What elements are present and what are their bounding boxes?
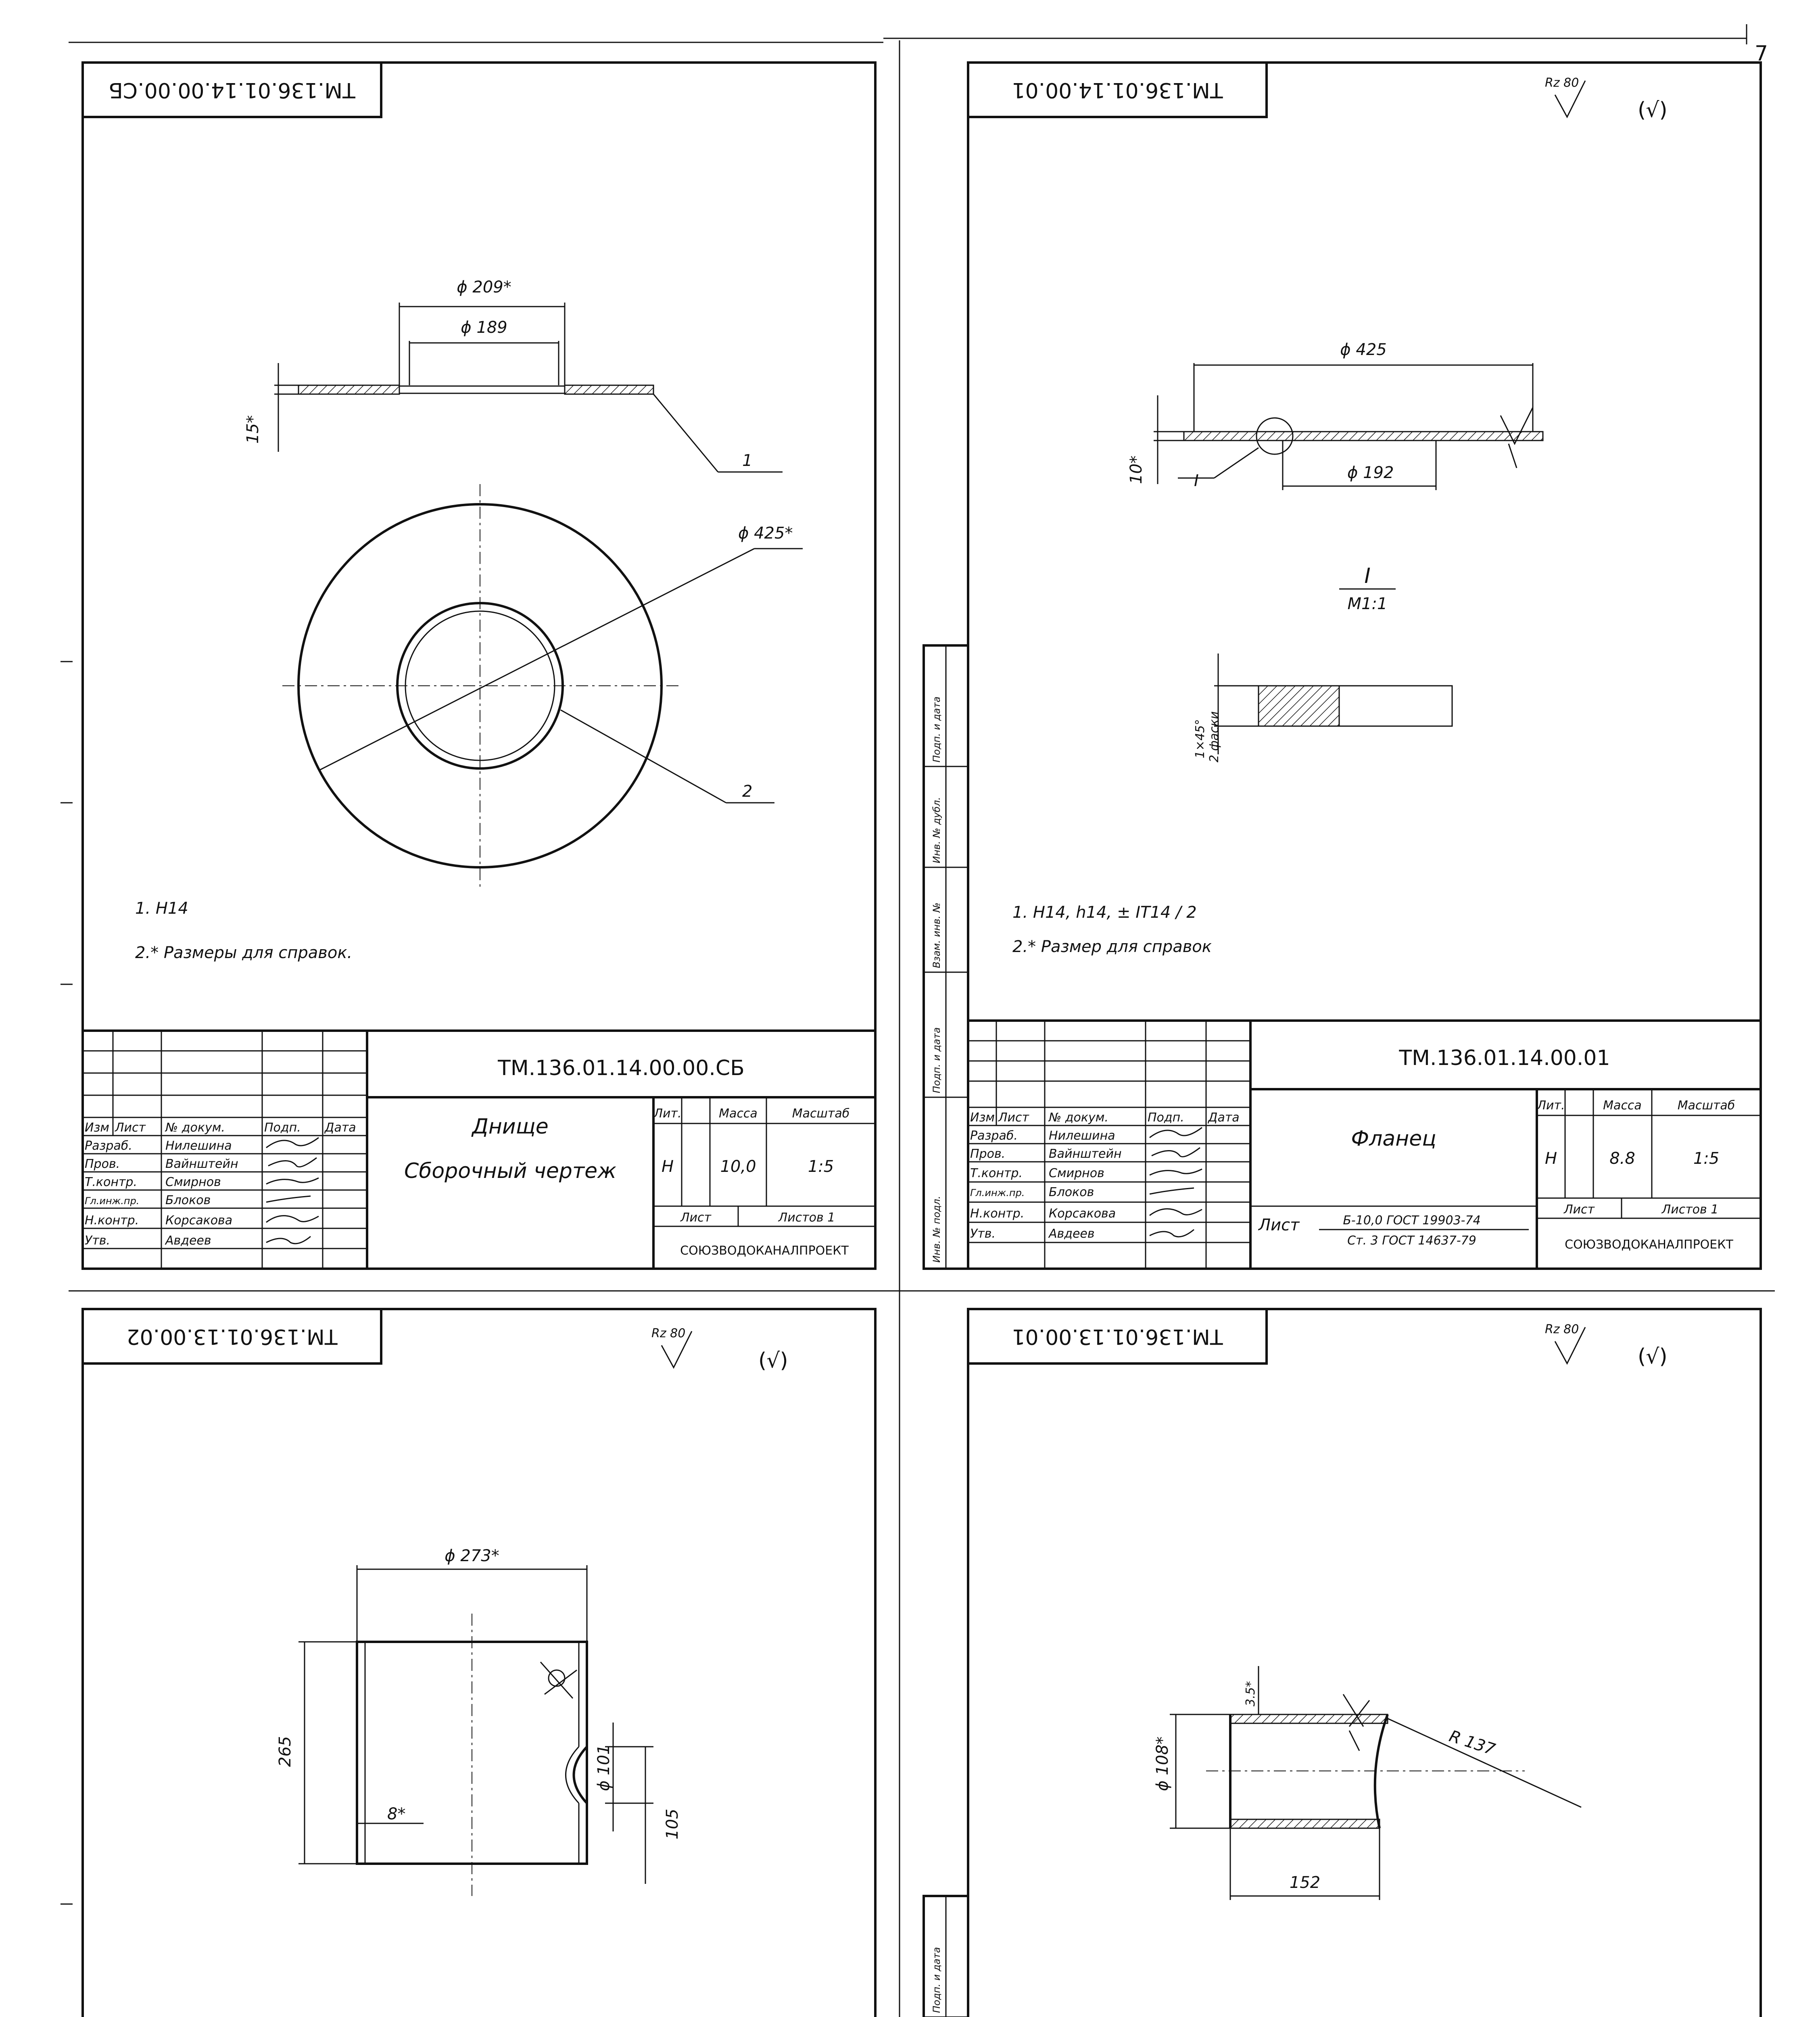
sheet-4-margin-strip <box>924 1896 968 2017</box>
sheet-2-hdr-date: Дата <box>1208 1111 1240 1125</box>
sheet-2-dim-h: 10* <box>1127 455 1146 484</box>
sheet-1-name-5: Корсакова <box>165 1213 233 1228</box>
sheet-1-col-sheet: Лист <box>680 1211 712 1225</box>
sheet-4-dim-r: R 137 <box>1446 1727 1498 1759</box>
sheet-2-margin-4: Подп. и дата <box>931 1027 942 1093</box>
sheet-4 <box>924 1309 1761 2017</box>
sheet-4-nozzle-view <box>1170 1666 1581 1900</box>
sheet-3-roughness: Rz 80 <box>651 1326 686 1340</box>
sheet-3-pipe-view <box>298 1565 653 1896</box>
sheet-1-row-glinzh: Гл.инж.пр. <box>85 1195 140 1207</box>
sheet-2-row-tkontr: Т.контр. <box>970 1166 1023 1180</box>
sheet-1-hdr-date: Дата <box>325 1121 356 1135</box>
sheet-2-title: Фланец <box>1351 1127 1436 1151</box>
sheet-1-row-razrab: Разраб. <box>85 1139 132 1153</box>
sheet-2-name-3: Смирнов <box>1049 1166 1104 1180</box>
sheet-1-note-1: 1. Н14 <box>135 899 188 918</box>
sheet-2-col-sheet: Лист <box>1563 1203 1595 1217</box>
sheet-1-row-utv: Утв. <box>85 1234 110 1248</box>
sheet-2-code: ТМ.136.01.14.00.01 <box>1399 1046 1610 1070</box>
sheet-2-col-lit: Лит. <box>1537 1098 1565 1113</box>
sheet-2-margin-5: Инв. № подл. <box>931 1196 942 1263</box>
sheet-1-hdr-list: Лист <box>115 1121 146 1135</box>
sheet-1-row-nkontr: Н.контр. <box>85 1213 139 1228</box>
sheet-2-frame <box>968 63 1761 1269</box>
sheet-1-note-2: 2.* Размеры для справок. <box>135 944 353 962</box>
sheet-1-col-mass: Масса <box>719 1107 758 1121</box>
sheet-3-dim-d1: ϕ 273* <box>445 1547 499 1565</box>
sheet-1-col-sheets: Листов 1 <box>778 1211 835 1225</box>
sheet-2-col-mass: Масса <box>1603 1098 1642 1113</box>
sheet-1 <box>83 63 875 1269</box>
sheet-4-margin-1: Подп. и дата <box>931 1947 942 2013</box>
sheet-3-dim-h: 265 <box>276 1736 294 1767</box>
sheet-2-margin-strip <box>924 645 968 1269</box>
sheet-4-roughness-general: (√) <box>1638 1345 1668 1369</box>
sheet-1-side-view <box>274 303 783 472</box>
sheet-1-mass: 10,0 <box>720 1157 756 1176</box>
sheet-2-name-1: Нилешина <box>1049 1129 1115 1143</box>
sheet-2-col-scale: Масштаб <box>1677 1098 1735 1113</box>
sheet-3 <box>83 1309 875 2017</box>
sheet-2-view-label: I <box>1364 564 1371 588</box>
sheet-2-mass: 8.8 <box>1609 1149 1635 1168</box>
sheet-2-dim-d1: ϕ 425 <box>1340 340 1387 359</box>
sheet-2-lit: Н <box>1544 1149 1557 1168</box>
sheet-2 <box>924 63 1761 1269</box>
sheet-1-pos-1: 1 <box>742 451 753 470</box>
sheet-4-dim-t: 3.5* <box>1244 1681 1258 1706</box>
sheet-2-organization: СОЮЗВОДОКАНАЛПРОЕКТ <box>1565 1238 1733 1252</box>
sheet-3-dim-t: 8* <box>387 1805 406 1823</box>
sheet-4-frame <box>968 1309 1761 2017</box>
sheet-2-name-4: Блоков <box>1049 1185 1094 1199</box>
sheet-2-hdr-doc: № докум. <box>1049 1111 1108 1125</box>
sheet-1-name-3: Смирнов <box>165 1175 221 1189</box>
sheet-2-scale: 1:5 <box>1693 1149 1720 1168</box>
sheet-1-pos-2: 2 <box>742 782 753 801</box>
sheet-2-chamfer: 1×45° <box>1193 719 1207 758</box>
sheet-2-material-bottom: Ст. 3 ГОСТ 14637-79 <box>1347 1234 1476 1248</box>
sheet-2-row-prov: Пров. <box>970 1147 1006 1161</box>
sheet-1-dim-d1: ϕ 209* <box>457 278 511 296</box>
sheet-2-dim-d2: ϕ 192 <box>1347 464 1394 482</box>
sheet-2-name-5: Корсакова <box>1049 1207 1116 1221</box>
sheet-1-mirror-code: ТМ.136.01.14.00.00.СБ <box>109 78 355 102</box>
sheet-1-row-tkontr: Т.контр. <box>85 1175 138 1189</box>
sheet-2-hdr-izm: Изм <box>970 1111 995 1125</box>
sheet-1-name-2: Вайнштейн <box>165 1157 238 1171</box>
sheet-1-organization: СОЮЗВОДОКАНАЛПРОЕКТ <box>680 1244 849 1258</box>
sheet-3-dim-h2: 105 <box>663 1808 682 1840</box>
sheet-2-row-razrab: Разраб. <box>970 1129 1018 1143</box>
sheet-2-leader-I: I <box>1194 472 1199 490</box>
sheet-1-frame <box>83 63 875 1269</box>
sheet-2-margin-2: Инв. № дубл. <box>931 797 942 863</box>
sheet-2-hdr-list: Лист <box>998 1111 1029 1125</box>
sheet-4-dim-d1: ϕ 108* <box>1153 1736 1172 1791</box>
sheet-2-detail-view <box>1214 654 1452 754</box>
sheet-2-note-1: 1. Н14, h14, ± IT14 / 2 <box>1012 903 1197 922</box>
sheet-2-margin-3: Взам. инв. № <box>931 902 942 968</box>
sheet-3-mirror-code: ТМ.136.01.13.00.02 <box>126 1324 338 1349</box>
sheet-1-scale: 1:5 <box>808 1157 834 1176</box>
sheet-3-roughness-general: (√) <box>758 1349 788 1373</box>
sheet-1-hdr-sign: Подп. <box>264 1121 301 1135</box>
sheet-1-dim-d3: ϕ 425* <box>738 524 793 543</box>
sheet-2-roughness-general: (√) <box>1638 98 1668 122</box>
sheet-1-dim-h: 15* <box>244 415 262 444</box>
sheet-1-dim-d2: ϕ 189 <box>461 318 507 337</box>
sheet-2-roughness: Rz 80 <box>1545 76 1579 90</box>
sheet-4-mirror-code: ТМ.136.01.13.00.01 <box>1012 1324 1223 1349</box>
sheet-2-material-label: Лист <box>1259 1216 1300 1234</box>
sheet-2-note-2: 2.* Размер для справок <box>1012 938 1212 956</box>
sheet-1-hdr-doc: № докум. <box>165 1121 225 1135</box>
sheet-4-roughness: Rz 80 <box>1545 1322 1579 1336</box>
sheet-2-row-glinzh: Гл.инж.пр. <box>970 1187 1025 1199</box>
sheet-2-material-top: Б-10,0 ГОСТ 19903-74 <box>1343 1213 1481 1228</box>
page-number: 7 <box>1755 42 1768 66</box>
sheet-1-subtitle: Сборочный чертеж <box>404 1159 616 1183</box>
sheet-1-col-lit: Лит. <box>653 1107 682 1121</box>
sheet-3-dim-d2: ϕ 101 <box>595 1744 613 1791</box>
sheet-2-name-6: Авдеев <box>1049 1227 1095 1241</box>
sheet-2-hdr-sign: Подп. <box>1148 1111 1184 1125</box>
sheet-2-view-scale: М1:1 <box>1347 595 1388 613</box>
sheet-2-chamfer-2: 2 фаски <box>1207 711 1221 762</box>
sheet-4-dim-l: 152 <box>1289 1873 1321 1892</box>
sheet-1-code: ТМ.136.01.14.00.00.СБ <box>498 1056 745 1080</box>
sheet-2-col-sheets: Листов 1 <box>1661 1203 1719 1217</box>
sheet-3-frame <box>83 1309 875 2017</box>
sheet-1-name-6: Авдеев <box>165 1234 211 1248</box>
sheet-1-title: Днище <box>472 1115 549 1139</box>
sheet-2-row-nkontr: Н.контр. <box>970 1207 1025 1221</box>
sheet-1-row-prov: Пров. <box>85 1157 120 1171</box>
sheet-1-plan-view <box>282 484 803 887</box>
sheet-2-row-utv: Утв. <box>970 1227 996 1241</box>
sheet-1-name-1: Нилешина <box>165 1139 232 1153</box>
sheet-2-mirror-code: ТМ.136.01.14.00.01 <box>1012 78 1223 102</box>
sheet-1-hdr-izm: Изм <box>85 1121 110 1135</box>
sheet-2-margin-1: Подп. и дата <box>931 696 942 762</box>
sheet-1-name-4: Блоков <box>165 1193 211 1207</box>
left-ticks <box>61 662 73 2017</box>
sheet-1-lit: Н <box>661 1157 674 1176</box>
sheet-2-name-2: Вайнштейн <box>1049 1147 1122 1161</box>
sheet-1-col-scale: Масштаб <box>792 1107 850 1121</box>
